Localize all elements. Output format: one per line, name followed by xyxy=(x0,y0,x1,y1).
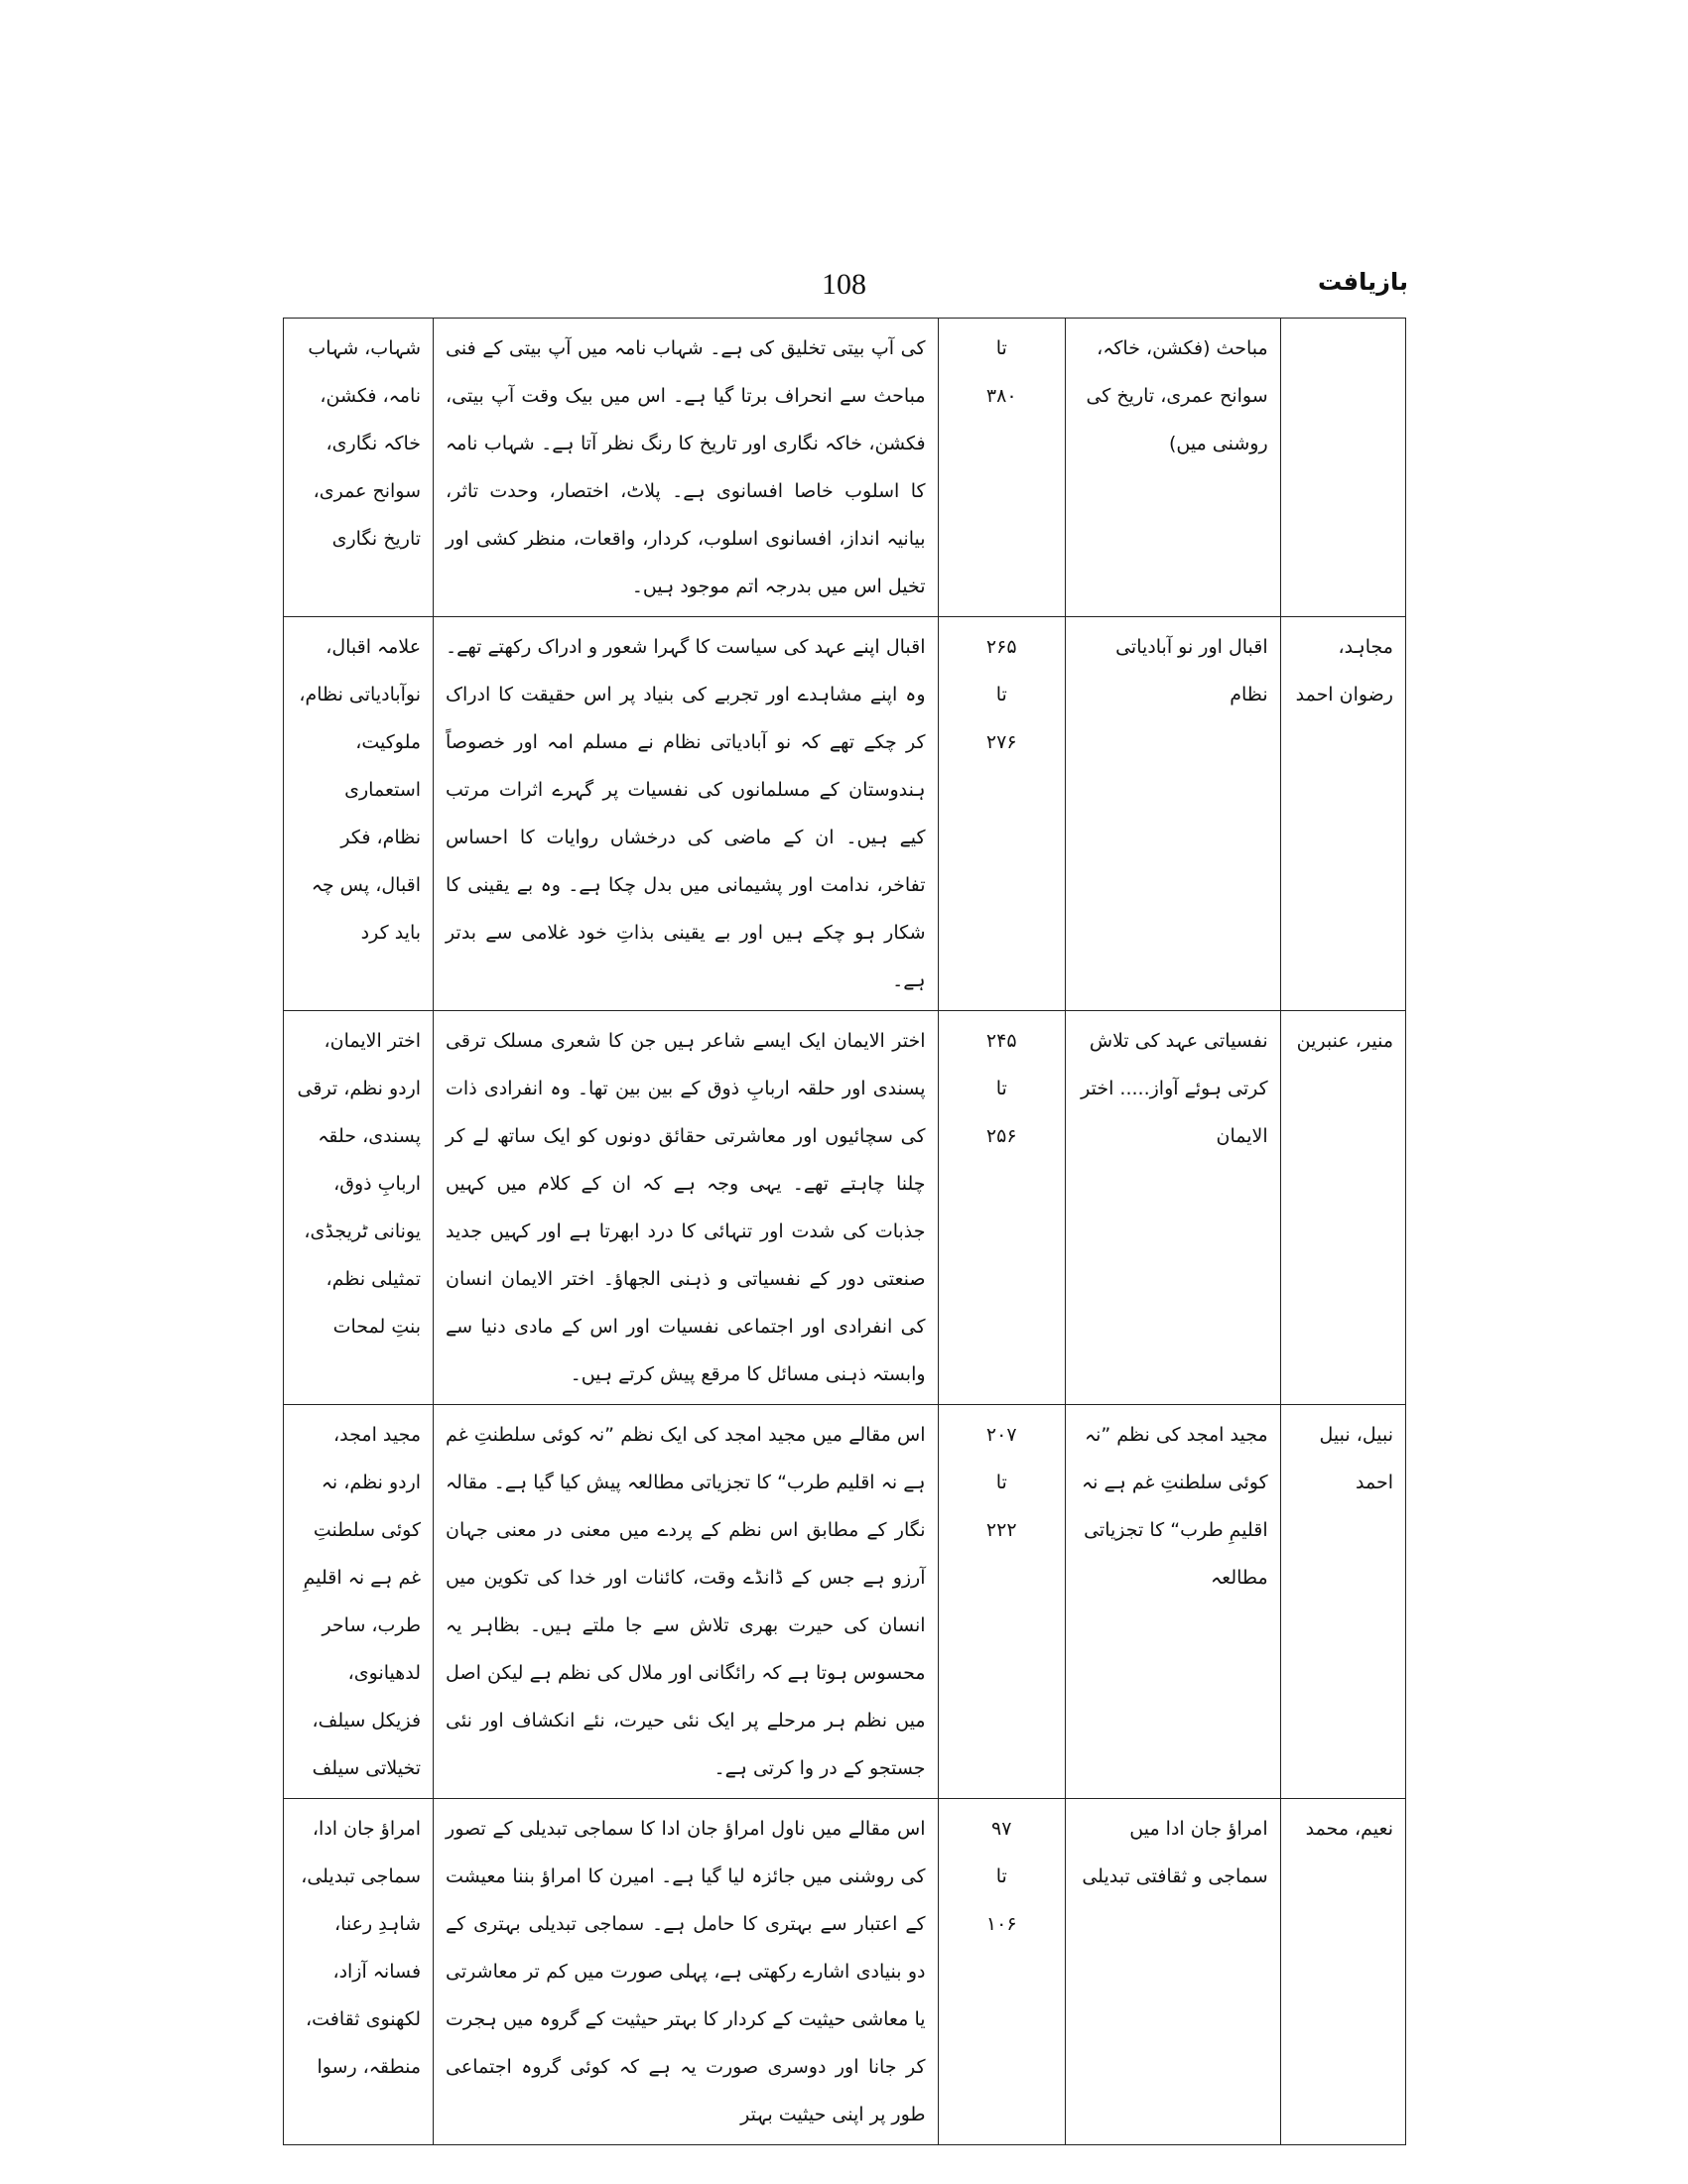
author-cell: مجاہد، رضوان احمد xyxy=(1280,617,1405,1011)
title-cell: اقبال اور نو آبادیاتی نظام xyxy=(1065,617,1280,1011)
summary-cell: اقبال اپنے عہد کی سیاست کا گہرا شعور و ادراک رکھتے تھے۔ وہ اپنے مشاہدے اور تجربے کی بنیاد پر اس حقیقت کا ادراک کر چکے تھے کہ نو آبادیاتی نظام نے مسلم امہ اور خصوصاً ہندوستان کے مسلمانوں کی نفسیات پر گہرے اثرات مرتب کیے ہیں۔ ان کے ماضی کی درخشاں روایات کا احساس تفاخر، ندامت اور پشیمانی میں بدل چکا ہے۔ وہ بے یقینی کا شکار ہو چکے ہیں اور بے یقینی بذاتِ خود غلامی سے بدتر ہے۔ xyxy=(434,617,938,1011)
keywords-cell: اختر الایمان، اردو نظم، ترقی پسندی، حلقہ اربابِ ذوق، یونانی ٹریجڈی، تمثیلی نظم، بنتِ لمحات xyxy=(284,1011,434,1405)
summary-cell: اس مقالے میں ناول امراؤ جان ادا کا سماجی تبدیلی کے تصور کی روشنی میں جائزہ لیا گیا ہے۔ امیرن کا امراؤ بننا معیشت کے اعتبار سے بہتری کا حامل ہے۔ سماجی تبدیلی بہتری کے دو بنیادی اشارے رکھتی ہے، پہلی صورت میں کم تر معاشرتی یا معاشی حیثیت کے کردار کا بہتر حیثیت کے گروہ میں ہجرت کر جانا اور دوسری صورت یہ ہے کہ کوئی گروہ اجتماعی طور پر اپنی حیثیت بہتر xyxy=(434,1799,938,2145)
pages-cell xyxy=(938,617,1065,1011)
pages-cell xyxy=(938,1011,1065,1405)
page-end: ۲۲۲ xyxy=(985,1519,1017,1541)
keywords-cell: شہاب، شہاب نامہ، فکشن، خاکہ نگاری، سوانح عمری، تاریخ نگاری xyxy=(284,319,434,617)
summary-cell: اختر الایمان ایک ایسے شاعر ہیں جن کا شعری مسلک ترقی پسندی اور حلقہ اربابِ ذوق کے بین بین تھا۔ وہ انفرادی ذات کی سچائیوں اور معاشرتی حقائق دونوں کو ایک ساتھ لے کر چلنا چاہتے تھے۔ یہی وجہ ہے کہ ان کے کلام میں کہیں جذبات کی شدت اور تنہائی کا درد ابھرتا ہے اور کہیں جدید صنعتی دور کے نفسیاتی و ذہنی الجھاؤ۔ اختر الایمان انسان کی انفرادی اور اجتماعی نفسیات اور اس کے مادی دنیا سے وابستہ ذہنی مسائل کا مرقع پیش کرتے ہیں۔ xyxy=(434,1011,938,1405)
page-number: 108 xyxy=(822,268,866,301)
author-cell: نبیل، نبیل احمد xyxy=(1280,1405,1405,1799)
table-row xyxy=(284,1405,1406,1799)
pages-cell xyxy=(938,1405,1065,1799)
table-row xyxy=(284,319,1406,617)
page-to: تا xyxy=(995,1865,1007,1887)
table-row xyxy=(284,1011,1406,1405)
page-end: ۳۸۰ xyxy=(985,385,1017,407)
title-cell: مباحث (فکشن، خاکہ، سوانح عمری، تاریخ کی روشنی میں) xyxy=(1065,319,1280,617)
journal-name: بازیافت xyxy=(1318,268,1408,296)
summary-cell: اس مقالے میں مجید امجد کی ایک نظم ”نہ کوئی سلطنتِ غم ہے نہ اقلیم طرب“ کا تجزیاتی مطالعہ پیش کیا گیا ہے۔ مقالہ نگار کے مطابق اس نظم کے پردے میں معنی در معنی جہان آرزو ہے جس کے ڈانڈے وقت، کائنات اور خدا کی تکوین میں انسان کی حیرت بھری تلاش سے جا ملتے ہیں۔ بظاہر یہ محسوس ہوتا ہے کہ رائگانی اور ملال کی نظم ہے لیکن اصل میں نظم ہر مرحلے پر ایک نئی حیرت، نئے انکشاف اور نئی جستجو کے در وا کرتی ہے۔ xyxy=(434,1405,938,1799)
title-cell: مجید امجد کی نظم ”نہ کوئی سلطنتِ غم ہے نہ اقلیمِ طرب“ کا تجزیاتی مطالعہ xyxy=(1065,1405,1280,1799)
page-end: ۱۰۶ xyxy=(985,1913,1017,1935)
page-to: تا xyxy=(995,337,1007,359)
page-start: ۹۷ xyxy=(991,1818,1012,1840)
table-row xyxy=(284,617,1406,1011)
page-start: ۲۰۷ xyxy=(985,1424,1017,1446)
keywords-cell: علامہ اقبال، نوآبادیاتی نظام، ملوکیت، استعماری نظام، فکر اقبال، پس چہ باید کرد xyxy=(284,617,434,1011)
keywords-cell: امراؤ جان ادا، سماجی تبدیلی، شاہدِ رعنا، فسانہ آزاد، لکھنوی ثقافت، منطقہ، رسوا xyxy=(284,1799,434,2145)
page-start: ۲۶۵ xyxy=(985,636,1017,658)
pages-cell xyxy=(938,1799,1065,2145)
table-row xyxy=(284,1799,1406,2145)
author-cell xyxy=(1280,319,1405,617)
keywords-cell: مجید امجد، اردو نظم، نہ کوئی سلطنتِ غم ہے نہ اقلیمِ طرب، ساحر لدھیانوی، فزیکل سیلف، تخیلاتی سیلف xyxy=(284,1405,434,1799)
summary-cell: کی آپ بیتی تخلیق کی ہے۔ شہاب نامہ میں آپ بیتی کے فنی مباحث سے انحراف برتا گیا ہے۔ اس میں بیک وقت آپ بیتی، فکشن، خاکہ نگاری اور تاریخ کا رنگ نظر آتا ہے۔ شہاب نامہ کا اسلوب خاصا افسانوی ہے۔ پلاٹ، اختصار، وحدت تاثر، بیانیہ انداز، افسانوی اسلوب، کردار، واقعات، منظر کشی اور تخیل اس میں بدرجہ اتم موجود ہیں۔ xyxy=(434,319,938,617)
page-start: ۲۴۵ xyxy=(985,1030,1017,1052)
title-cell: نفسیاتی عہد کی تلاش کرتی ہوئے آواز..... اختر الایمان xyxy=(1065,1011,1280,1405)
title-cell: امراؤ جان ادا میں سماجی و ثقافتی تبدیلی xyxy=(1065,1799,1280,2145)
author-cell: منیر، عنبرین xyxy=(1280,1011,1405,1405)
page-to: تا xyxy=(995,1078,1007,1099)
bibliography-table xyxy=(283,318,1406,2145)
page-end: ۲۷۶ xyxy=(985,731,1017,753)
author-cell: نعیم، محمد xyxy=(1280,1799,1405,2145)
pages-cell xyxy=(938,319,1065,617)
page-to: تا xyxy=(995,1472,1007,1493)
page-to: تا xyxy=(995,684,1007,706)
page-end: ۲۵۶ xyxy=(985,1125,1017,1147)
